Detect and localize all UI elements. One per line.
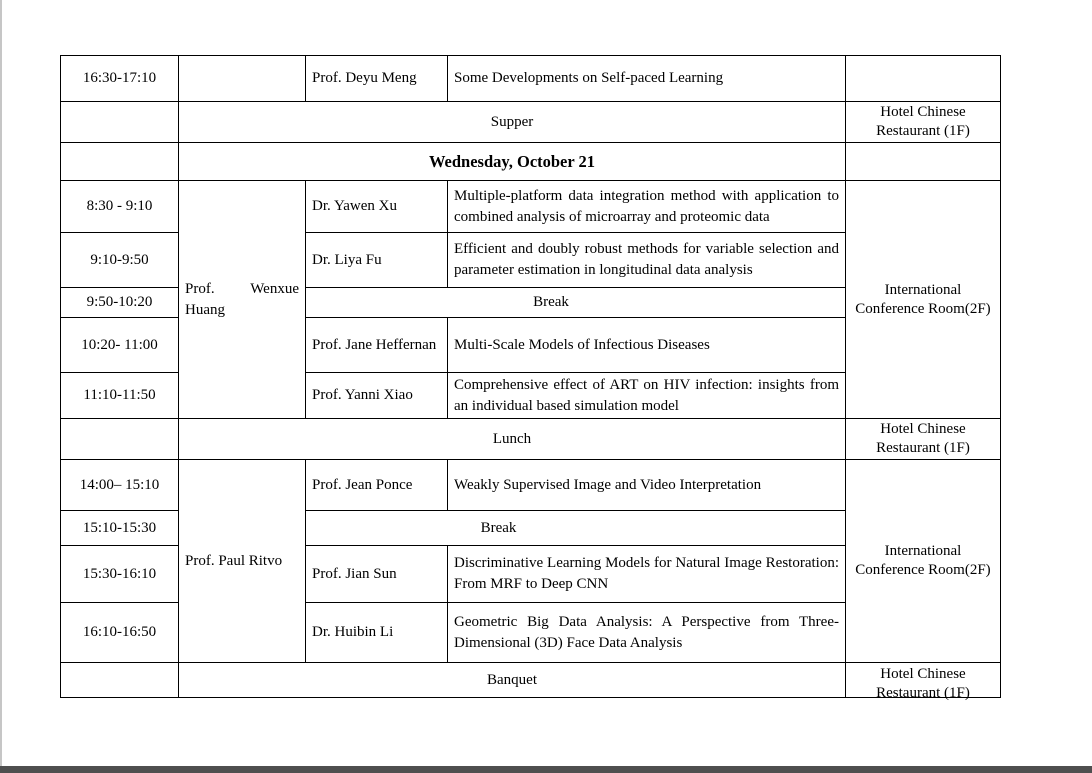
banquet-location-cell [846,663,1001,701]
time-cell: 10:20- 11:00 [61,318,179,373]
page-bottom-edge-bar [0,766,1092,773]
supper-location-cell: Hotel Chinese Restaurant (1F) [846,102,1001,143]
time-cell-empty [61,102,179,143]
row-day-header [61,143,1001,181]
speaker-cell: Prof. Deyu Meng [306,56,448,102]
banquet-location-text: Hotel Chinese Restaurant (1F) [876,665,970,701]
conference-schedule-table [60,55,1001,701]
talk-title-cell: Some Developments on Self-paced Learning [448,56,846,102]
time-cell: 8:30 - 9:10 [61,181,179,233]
time-cell: 9:50-10:20 [61,288,179,318]
time-cell: 16:30-17:10 [61,56,179,102]
chair-cell-empty [179,56,306,102]
page-left-edge-line [0,0,2,773]
speaker-cell: Prof. Jean Ponce [306,460,448,511]
break-label-cell: Break [306,511,846,546]
afternoon-location-cell: International Conference Room(2F) [846,460,1001,663]
time-cell: 9:10-9:50 [61,233,179,288]
time-cell-empty [61,663,179,698]
location-cell-empty [846,143,1001,181]
time-cell-empty [61,143,179,181]
time-cell: 14:00– 15:10 [61,460,179,511]
row-talk [61,460,1001,511]
speaker-cell: Dr. Huibin Li [306,603,448,663]
speaker-cell: Dr. Liya Fu [306,233,448,288]
time-cell: 11:10-11:50 [61,373,179,419]
morning-location-cell: International Conference Room(2F) [846,181,1001,419]
talk-title-cell: Weakly Supervised Image and Video Interpretation [448,460,846,511]
supper-label-cell: Supper [179,102,846,143]
time-cell: 15:30-16:10 [61,546,179,603]
row-supper [61,102,1001,143]
talk-title-cell: Discriminative Learning Models for Natural Image Restoration: From MRF to Deep CNN [448,546,846,603]
time-cell: 15:10-15:30 [61,511,179,546]
day-header-cell: Wednesday, October 21 [179,143,846,181]
break-label-cell: Break [306,288,846,318]
talk-title-cell: Multi-Scale Models of Infectious Diseases [448,318,846,373]
lunch-label-cell: Lunch [179,419,846,460]
speaker-cell: Prof. Yanni Xiao [306,373,448,419]
row-lunch [61,419,1001,460]
talk-title-cell: Geometric Big Data Analysis: A Perspective from Three-Dimensional (3D) Face Data Analysis [448,603,846,663]
talk-title-cell: Efficient and doubly robust methods for variable selection and parameter estimation in longitudinal data analysis [448,233,846,288]
talk-title-cell: Comprehensive effect of ART on HIV infection: insights from an individual based simulation model [448,373,846,419]
speaker-cell: Prof. Jian Sun [306,546,448,603]
afternoon-chair-cell: Prof. Paul Ritvo [179,460,306,663]
talk-title-cell: Multiple-platform data integration method with application to combined analysis of microarray and proteomic data [448,181,846,233]
speaker-cell: Prof. Jane Heffernan [306,318,448,373]
location-cell-empty [846,56,1001,102]
time-cell-empty [61,419,179,460]
time-cell: 16:10-16:50 [61,603,179,663]
row-talk [61,181,1001,233]
lunch-location-cell: Hotel Chinese Restaurant (1F) [846,419,1001,460]
banquet-label-cell: Banquet [179,663,846,698]
speaker-cell: Dr. Yawen Xu [306,181,448,233]
row-banquet [61,663,1001,698]
morning-chair-cell: Prof. Wenxue Huang [179,181,306,419]
row-prev-day-last-talk [61,56,1001,102]
